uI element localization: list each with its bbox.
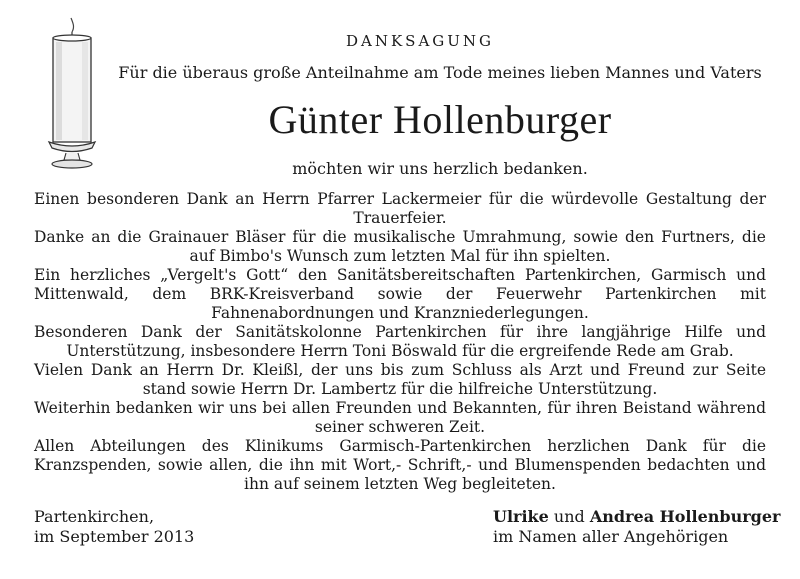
thanks-line: möchten wir uns herzlich bedanken. bbox=[292, 159, 588, 178]
signature-note: im Namen aller Angehörigen bbox=[493, 527, 729, 546]
signer-second: Andrea Hollenburger bbox=[589, 507, 781, 526]
deceased-name: Günter Hollenburger bbox=[268, 97, 612, 142]
heading: DANKSAGUNG bbox=[345, 32, 495, 50]
date: im September 2013 bbox=[34, 527, 195, 546]
thanks-body bbox=[34, 190, 766, 494]
place-date bbox=[34, 507, 294, 547]
signature bbox=[493, 507, 783, 547]
paragraph: Besonderen Dank der Sanitätskolonne Partenkirchen für ihre langjährige Hilfe und Unterstützung, insbesondere Herrn Toni Böswald für die ergreifende Rede am Grab. bbox=[34, 323, 766, 360]
paragraph: Danke an die Grainauer Bläser für die musikalische Umrahmung, sowie den Furtners, die auf Bimbo's Wunsch zum letzten Mal für ihn spielten. bbox=[34, 228, 766, 265]
signature-names bbox=[493, 507, 783, 527]
signer-first: Ulrike bbox=[493, 507, 549, 526]
intro-text: Für die überaus große Anteilnahme am Tode meines lieben Mannes und Vaters bbox=[118, 63, 762, 82]
paragraph: Weiterhin bedanken wir uns bei allen Freunden und Bekannten, für ihren Beistand während seiner schweren Zeit. bbox=[34, 399, 766, 436]
place: Partenkirchen, bbox=[34, 507, 155, 526]
paragraph: Einen besonderen Dank an Herrn Pfarrer Lackermeier für die würdevolle Gestaltung der Trauerfeier. bbox=[34, 190, 766, 227]
paragraph: Ein herzliches „Vergelt's Gott“ den Sanitätsbereitschaften Partenkirchen, Garmisch und Mittenwald, dem BRK-Kreisverband sowie der Feuerwehr Partenkirchen mit Fahnenabordnungen und Kranzniederlegungen. bbox=[34, 266, 766, 322]
paragraph: Allen Abteilungen des Klinikums Garmisch-Partenkirchen herzlichen Dank für die Kranzspenden, sowie allen, die ihn mit Wort,- Schrift,- und Blumenspenden bedachten und ihn auf seinem letzten Weg begleiteten. bbox=[34, 437, 766, 493]
signer-conj: und bbox=[553, 507, 585, 526]
paragraph: Vielen Dank an Herrn Dr. Kleißl, der uns bis zum Schluss als Arzt und Freund zur Seite stand sowie Herrn Dr. Lambertz für die hilfreiche Unterstützung. bbox=[34, 361, 766, 398]
candle-icon bbox=[42, 14, 102, 174]
